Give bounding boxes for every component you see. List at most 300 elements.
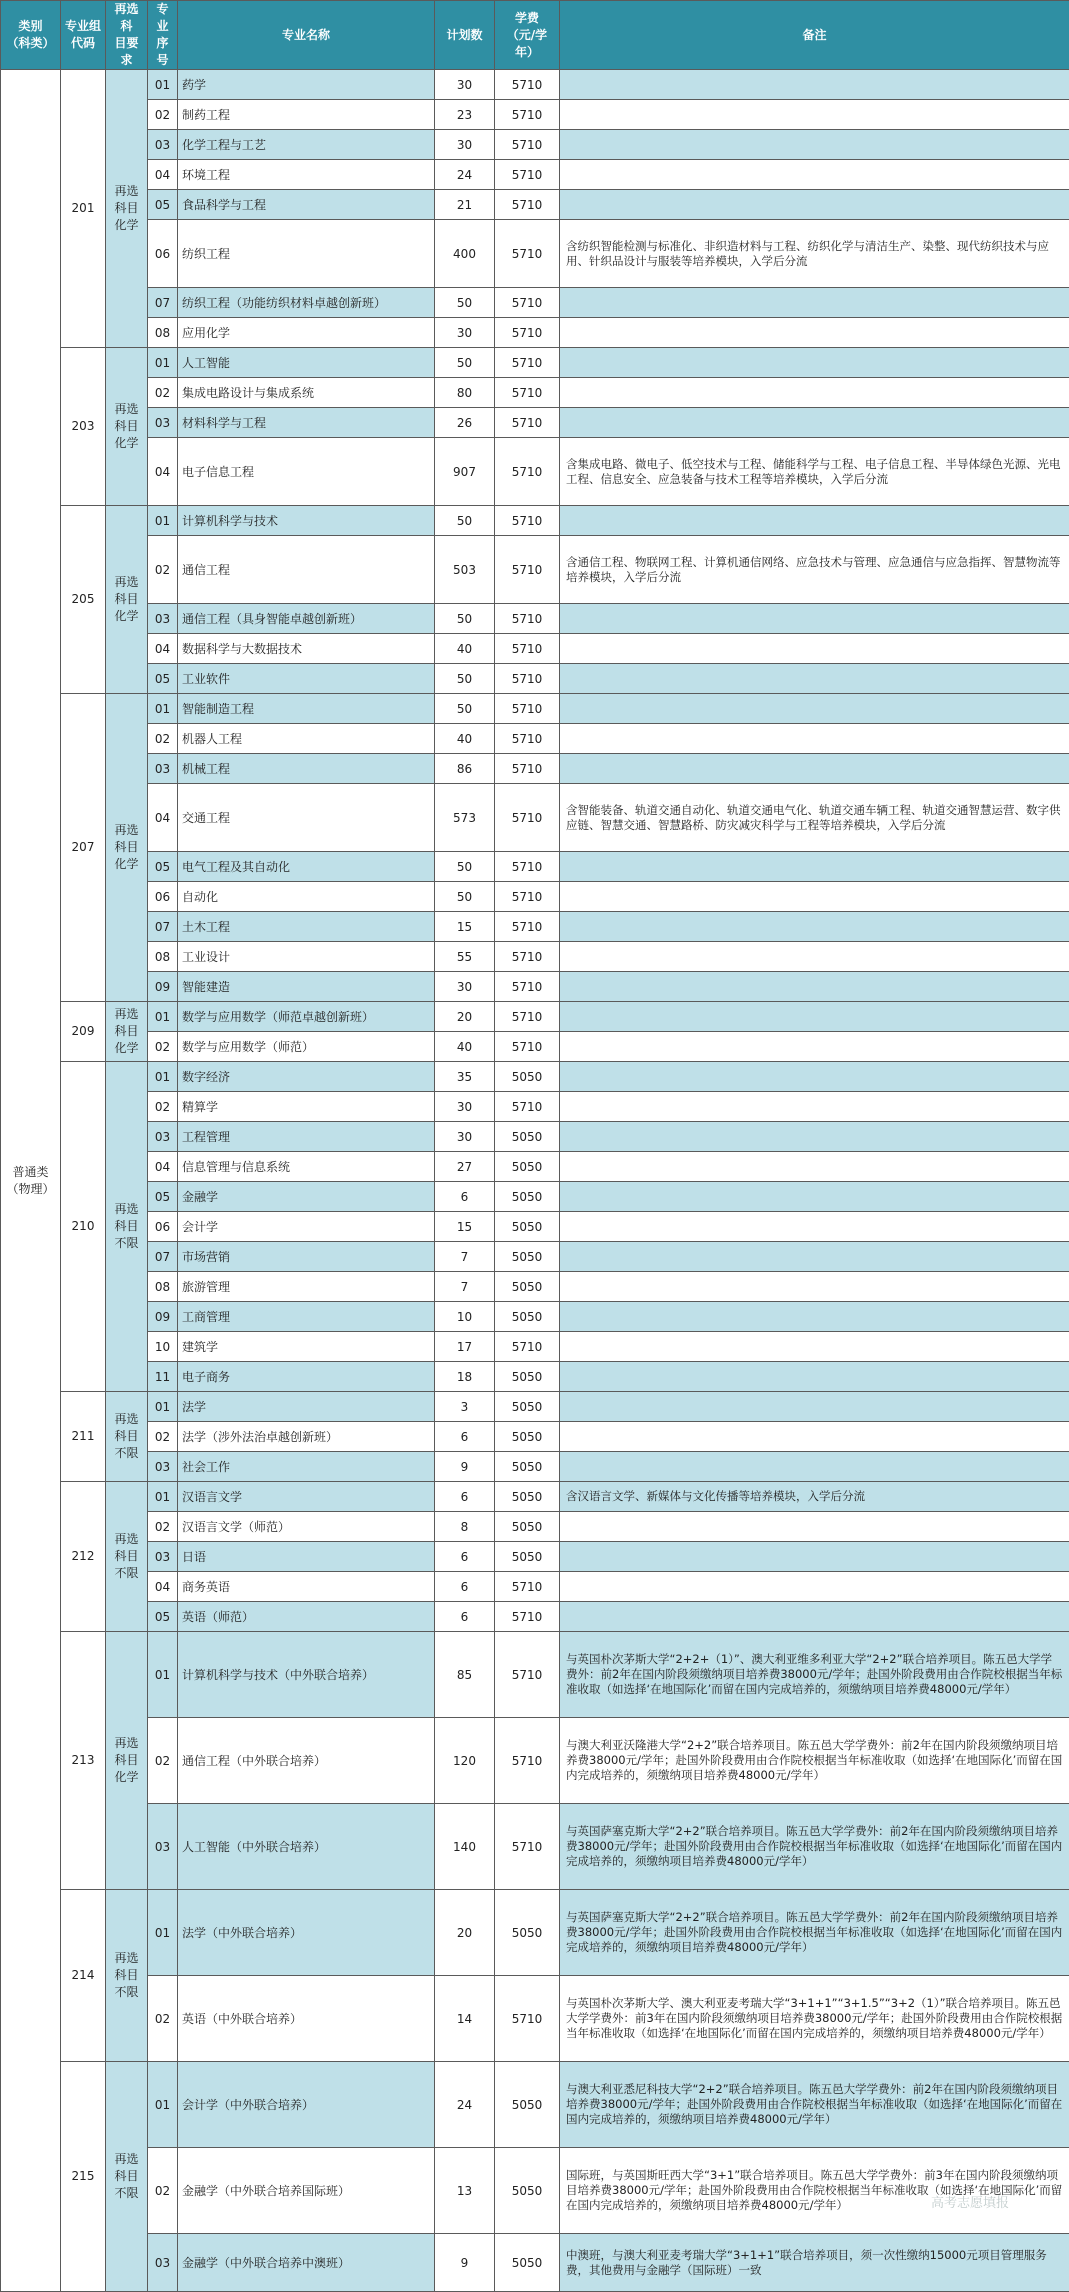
remarks-cell: 含纺织智能检测与标准化、非织造材料与工程、纺织化学与清洁生产、染整、现代纺织技术与应用、针织品设计与服装等培养模块，入学后分流 bbox=[560, 220, 1069, 288]
sequence-cell: 06 bbox=[148, 220, 178, 288]
remarks-cell: 国际班，与英国斯旺西大学“3+1”联合培养项目。陈五邑大学学费外：前3年在国内阶段须缴纳项目培养费38000元/学年；赴国外阶段费用由合作院校根据当年标准收取（如选择‘在地国际化’而留在国内完成培养的，须缴纳项目培养费48000元/学年） bbox=[560, 2148, 1069, 2234]
table-row bbox=[1, 1152, 1069, 1182]
major-name-cell: 工程管理 bbox=[178, 1122, 435, 1152]
table-row bbox=[1, 1392, 1069, 1422]
tuition-cell: 5710 bbox=[495, 378, 560, 408]
tuition-cell: 5710 bbox=[495, 1804, 560, 1890]
table-row bbox=[1, 634, 1069, 664]
major-name-cell: 人工智能（中外联合培养） bbox=[178, 1804, 435, 1890]
tuition-cell: 5710 bbox=[495, 288, 560, 318]
tuition-cell: 5050 bbox=[495, 1212, 560, 1242]
remarks-cell bbox=[560, 1122, 1069, 1152]
sequence-cell: 04 bbox=[148, 160, 178, 190]
table-row bbox=[1, 160, 1069, 190]
sequence-cell: 02 bbox=[148, 1422, 178, 1452]
major-name-cell: 数学与应用数学（师范卓越创新班） bbox=[178, 1002, 435, 1032]
plan-count-cell: 30 bbox=[435, 1092, 495, 1122]
major-name-cell: 工业软件 bbox=[178, 664, 435, 694]
sequence-cell: 03 bbox=[148, 408, 178, 438]
plan-count-cell: 30 bbox=[435, 318, 495, 348]
plan-count-cell: 6 bbox=[435, 1542, 495, 1572]
plan-count-cell: 573 bbox=[435, 784, 495, 852]
major-name-cell: 土木工程 bbox=[178, 912, 435, 942]
tuition-cell: 5050 bbox=[495, 2148, 560, 2234]
sequence-cell: 01 bbox=[148, 1632, 178, 1718]
major-name-cell: 金融学（中外联合培养国际班） bbox=[178, 2148, 435, 2234]
sequence-cell: 06 bbox=[148, 882, 178, 912]
plan-count-cell: 50 bbox=[435, 664, 495, 694]
sequence-cell: 04 bbox=[148, 1572, 178, 1602]
remarks-cell bbox=[560, 754, 1069, 784]
header-row bbox=[1, 1, 1069, 70]
table-row bbox=[1, 1092, 1069, 1122]
sequence-cell: 02 bbox=[148, 2148, 178, 2234]
tuition-cell: 5050 bbox=[495, 1422, 560, 1452]
sequence-cell: 05 bbox=[148, 190, 178, 220]
tuition-cell: 5050 bbox=[495, 2234, 560, 2292]
plan-count-cell: 10 bbox=[435, 1302, 495, 1332]
tuition-cell: 5710 bbox=[495, 70, 560, 100]
sequence-cell: 01 bbox=[148, 348, 178, 378]
tuition-cell: 5710 bbox=[495, 664, 560, 694]
tuition-cell: 5050 bbox=[495, 1512, 560, 1542]
remarks-cell bbox=[560, 1362, 1069, 1392]
major-name-cell: 建筑学 bbox=[178, 1332, 435, 1362]
major-name-cell: 通信工程（具身智能卓越创新班） bbox=[178, 604, 435, 634]
major-name-cell: 计算机科学与技术（中外联合培养） bbox=[178, 1632, 435, 1718]
table-row bbox=[1, 1182, 1069, 1212]
table-row bbox=[1, 1976, 1069, 2062]
tuition-cell: 5710 bbox=[495, 1572, 560, 1602]
plan-count-cell: 503 bbox=[435, 536, 495, 604]
plan-count-cell: 907 bbox=[435, 438, 495, 506]
group-code-cell: 203 bbox=[61, 348, 106, 506]
sequence-cell: 02 bbox=[148, 1718, 178, 1804]
sequence-cell: 02 bbox=[148, 1032, 178, 1062]
plan-count-cell: 6 bbox=[435, 1182, 495, 1212]
sequence-cell: 01 bbox=[148, 1002, 178, 1032]
plan-count-cell: 17 bbox=[435, 1332, 495, 1362]
plan-count-cell: 50 bbox=[435, 506, 495, 536]
remarks-cell: 含通信工程、物联网工程、计算机通信网络、应急技术与管理、应急通信与应急指挥、智慧物流等培养模块，入学后分流 bbox=[560, 536, 1069, 604]
table-row bbox=[1, 378, 1069, 408]
sequence-cell: 03 bbox=[148, 1542, 178, 1572]
table-row bbox=[1, 506, 1069, 536]
plan-count-cell: 50 bbox=[435, 348, 495, 378]
sequence-cell: 03 bbox=[148, 1452, 178, 1482]
group-code-cell: 210 bbox=[61, 1062, 106, 1392]
table-row bbox=[1, 408, 1069, 438]
table-row bbox=[1, 1632, 1069, 1718]
table-row bbox=[1, 1122, 1069, 1152]
major-name-cell: 日语 bbox=[178, 1542, 435, 1572]
remarks-cell bbox=[560, 1452, 1069, 1482]
remarks-cell bbox=[560, 348, 1069, 378]
table-row bbox=[1, 754, 1069, 784]
remarks-cell: 含汉语言文学、新媒体与文化传播等培养模块，入学后分流 bbox=[560, 1482, 1069, 1512]
header-subject-requirement: 再选科 目要求 bbox=[106, 1, 148, 70]
table-row bbox=[1, 694, 1069, 724]
major-name-cell: 食品科学与工程 bbox=[178, 190, 435, 220]
plan-count-cell: 20 bbox=[435, 1002, 495, 1032]
table-row bbox=[1, 1062, 1069, 1092]
category-cell: 普通类 （物理） bbox=[1, 70, 61, 2292]
tuition-cell: 5710 bbox=[495, 972, 560, 1002]
plan-count-cell: 26 bbox=[435, 408, 495, 438]
plan-count-cell: 21 bbox=[435, 190, 495, 220]
remarks-cell: 与英国萨塞克斯大学“2+2”联合培养项目。陈五邑大学学费外：前2年在国内阶段须缴纳项目培养费38000元/学年；赴国外阶段费用由合作院校根据当年标准收取（如选择‘在地国际化’而留在国内完成培养的，须缴纳项目培养费48000元/学年） bbox=[560, 1890, 1069, 1976]
sequence-cell: 05 bbox=[148, 1182, 178, 1212]
tuition-cell: 5710 bbox=[495, 348, 560, 378]
table-row bbox=[1, 2148, 1069, 2234]
remarks-cell bbox=[560, 1302, 1069, 1332]
plan-count-cell: 18 bbox=[435, 1362, 495, 1392]
table-row bbox=[1, 882, 1069, 912]
plan-count-cell: 400 bbox=[435, 220, 495, 288]
tuition-cell: 5710 bbox=[495, 438, 560, 506]
group-code-cell: 207 bbox=[61, 694, 106, 1002]
remarks-cell bbox=[560, 1212, 1069, 1242]
subject-requirement-cell: 再选科目 化学 bbox=[106, 506, 148, 694]
remarks-cell bbox=[560, 1512, 1069, 1542]
remarks-cell bbox=[560, 882, 1069, 912]
sequence-cell: 08 bbox=[148, 1272, 178, 1302]
sequence-cell: 04 bbox=[148, 784, 178, 852]
group-code-cell: 215 bbox=[61, 2062, 106, 2292]
sequence-cell: 03 bbox=[148, 130, 178, 160]
tuition-cell: 5050 bbox=[495, 1182, 560, 1212]
watermark-text: 高考志愿填报 bbox=[931, 2192, 1009, 2211]
subject-requirement-cell: 再选科目 化学 bbox=[106, 1632, 148, 1890]
tuition-cell: 5710 bbox=[495, 160, 560, 190]
tuition-cell: 5710 bbox=[495, 536, 560, 604]
sequence-cell: 04 bbox=[148, 1152, 178, 1182]
major-name-cell: 商务英语 bbox=[178, 1572, 435, 1602]
remarks-cell bbox=[560, 190, 1069, 220]
tuition-cell: 5050 bbox=[495, 1452, 560, 1482]
sequence-cell: 03 bbox=[148, 1804, 178, 1890]
table-row bbox=[1, 1302, 1069, 1332]
remarks-cell bbox=[560, 972, 1069, 1002]
subject-requirement-cell: 再选科目 化学 bbox=[106, 348, 148, 506]
table-row bbox=[1, 1452, 1069, 1482]
sequence-cell: 06 bbox=[148, 1212, 178, 1242]
major-name-cell: 旅游管理 bbox=[178, 1272, 435, 1302]
group-code-cell: 214 bbox=[61, 1890, 106, 2062]
tuition-cell: 5710 bbox=[495, 506, 560, 536]
table-row bbox=[1, 1602, 1069, 1632]
tuition-cell: 5710 bbox=[495, 190, 560, 220]
tuition-cell: 5050 bbox=[495, 1482, 560, 1512]
major-name-cell: 市场营销 bbox=[178, 1242, 435, 1272]
major-name-cell: 工商管理 bbox=[178, 1302, 435, 1332]
tuition-cell: 5050 bbox=[495, 1062, 560, 1092]
tuition-cell: 5710 bbox=[495, 754, 560, 784]
plan-count-cell: 8 bbox=[435, 1512, 495, 1542]
tuition-cell: 5710 bbox=[495, 1718, 560, 1804]
major-name-cell: 社会工作 bbox=[178, 1452, 435, 1482]
remarks-cell bbox=[560, 1152, 1069, 1182]
tuition-cell: 5710 bbox=[495, 1976, 560, 2062]
major-name-cell: 集成电路设计与集成系统 bbox=[178, 378, 435, 408]
header-major-name: 专业名称 bbox=[178, 1, 435, 70]
tuition-cell: 5050 bbox=[495, 1542, 560, 1572]
major-name-cell: 法学（中外联合培养） bbox=[178, 1890, 435, 1976]
plan-count-cell: 14 bbox=[435, 1976, 495, 2062]
tuition-cell: 5050 bbox=[495, 1152, 560, 1182]
remarks-cell bbox=[560, 1242, 1069, 1272]
remarks-cell bbox=[560, 1422, 1069, 1452]
sequence-cell: 08 bbox=[148, 942, 178, 972]
tuition-cell: 5050 bbox=[495, 1302, 560, 1332]
plan-count-cell: 40 bbox=[435, 634, 495, 664]
major-name-cell: 汉语言文学（师范） bbox=[178, 1512, 435, 1542]
sequence-cell: 11 bbox=[148, 1362, 178, 1392]
table-row bbox=[1, 1422, 1069, 1452]
plan-count-cell: 50 bbox=[435, 852, 495, 882]
major-name-cell: 精算学 bbox=[178, 1092, 435, 1122]
subject-requirement-cell: 再选科目 不限 bbox=[106, 2062, 148, 2292]
sequence-cell: 08 bbox=[148, 318, 178, 348]
table-row bbox=[1, 1272, 1069, 1302]
subject-requirement-cell: 再选科目 不限 bbox=[106, 1392, 148, 1482]
major-name-cell: 纺织工程 bbox=[178, 220, 435, 288]
table-row bbox=[1, 942, 1069, 972]
table-row bbox=[1, 2062, 1069, 2148]
tuition-cell: 5050 bbox=[495, 2062, 560, 2148]
tuition-cell: 5710 bbox=[495, 318, 560, 348]
remarks-cell bbox=[560, 852, 1069, 882]
tuition-cell: 5710 bbox=[495, 852, 560, 882]
tuition-cell: 5050 bbox=[495, 1890, 560, 1976]
header-sequence: 专业 序号 bbox=[148, 1, 178, 70]
major-name-cell: 电子商务 bbox=[178, 1362, 435, 1392]
major-name-cell: 法学 bbox=[178, 1392, 435, 1422]
tuition-cell: 5710 bbox=[495, 1602, 560, 1632]
remarks-cell bbox=[560, 1332, 1069, 1362]
sequence-cell: 02 bbox=[148, 1092, 178, 1122]
table-row bbox=[1, 912, 1069, 942]
sequence-cell: 02 bbox=[148, 1976, 178, 2062]
sequence-cell: 07 bbox=[148, 912, 178, 942]
major-name-cell: 工业设计 bbox=[178, 942, 435, 972]
tuition-cell: 5710 bbox=[495, 1032, 560, 1062]
major-name-cell: 应用化学 bbox=[178, 318, 435, 348]
table-row bbox=[1, 318, 1069, 348]
sequence-cell: 05 bbox=[148, 1602, 178, 1632]
plan-count-cell: 85 bbox=[435, 1632, 495, 1718]
tuition-cell: 5710 bbox=[495, 1092, 560, 1122]
group-code-cell: 212 bbox=[61, 1482, 106, 1632]
major-name-cell: 金融学 bbox=[178, 1182, 435, 1212]
plan-count-cell: 140 bbox=[435, 1804, 495, 1890]
remarks-cell bbox=[560, 70, 1069, 100]
plan-count-cell: 50 bbox=[435, 604, 495, 634]
plan-count-cell: 15 bbox=[435, 912, 495, 942]
sequence-cell: 01 bbox=[148, 70, 178, 100]
sequence-cell: 02 bbox=[148, 1512, 178, 1542]
table-row bbox=[1, 604, 1069, 634]
remarks-cell bbox=[560, 1542, 1069, 1572]
table-row bbox=[1, 70, 1069, 100]
remarks-cell bbox=[560, 378, 1069, 408]
major-name-cell: 英语（师范） bbox=[178, 1602, 435, 1632]
remarks-cell bbox=[560, 288, 1069, 318]
tuition-cell: 5710 bbox=[495, 724, 560, 754]
major-name-cell: 智能制造工程 bbox=[178, 694, 435, 724]
remarks-cell bbox=[560, 1392, 1069, 1422]
sequence-cell: 01 bbox=[148, 1482, 178, 1512]
sequence-cell: 01 bbox=[148, 1890, 178, 1976]
major-name-cell: 制药工程 bbox=[178, 100, 435, 130]
sequence-cell: 01 bbox=[148, 506, 178, 536]
major-name-cell: 会计学（中外联合培养） bbox=[178, 2062, 435, 2148]
plan-count-cell: 30 bbox=[435, 1122, 495, 1152]
major-name-cell: 机械工程 bbox=[178, 754, 435, 784]
plan-count-cell: 30 bbox=[435, 130, 495, 160]
table-row bbox=[1, 1212, 1069, 1242]
major-name-cell: 计算机科学与技术 bbox=[178, 506, 435, 536]
tuition-cell: 5050 bbox=[495, 1392, 560, 1422]
remarks-cell: 含智能装备、轨道交通自动化、轨道交通电气化、轨道交通车辆工程、轨道交通智慧运营、数字供应链、智慧交通、智慧路桥、防灾减灾科学与工程等培养模块，入学后分流 bbox=[560, 784, 1069, 852]
tuition-cell: 5050 bbox=[495, 1242, 560, 1272]
major-name-cell: 机器人工程 bbox=[178, 724, 435, 754]
remarks-cell: 与英国朴次茅斯大学“2+2+（1）”、澳大利亚维多利亚大学“2+2”联合培养项目。陈五邑大学学费外：前2年在国内阶段须缴纳项目培养费38000元/学年；赴国外阶段费用由合作院校根据当年标准收取（如选择‘在地国际化’而留在国内完成培养的，须缴纳项目培养费48000元/学年） bbox=[560, 1632, 1069, 1718]
table-row bbox=[1, 1002, 1069, 1032]
subject-requirement-cell: 再选科目 不限 bbox=[106, 1062, 148, 1392]
header-plan-count: 计划数 bbox=[435, 1, 495, 70]
tuition-cell: 5710 bbox=[495, 100, 560, 130]
sequence-cell: 01 bbox=[148, 1062, 178, 1092]
sequence-cell: 01 bbox=[148, 2062, 178, 2148]
major-name-cell: 数学与应用数学（师范） bbox=[178, 1032, 435, 1062]
header-remarks: 备注 bbox=[560, 1, 1069, 70]
sequence-cell: 04 bbox=[148, 438, 178, 506]
plan-count-cell: 13 bbox=[435, 2148, 495, 2234]
tuition-cell: 5710 bbox=[495, 1002, 560, 1032]
remarks-cell bbox=[560, 1062, 1069, 1092]
tuition-cell: 5710 bbox=[495, 130, 560, 160]
table-row bbox=[1, 190, 1069, 220]
tuition-cell: 5710 bbox=[495, 942, 560, 972]
subject-requirement-cell: 再选科目 不限 bbox=[106, 1890, 148, 2062]
table-row bbox=[1, 1032, 1069, 1062]
major-name-cell: 材料科学与工程 bbox=[178, 408, 435, 438]
major-name-cell: 数字经济 bbox=[178, 1062, 435, 1092]
plan-count-cell: 24 bbox=[435, 2062, 495, 2148]
table-row bbox=[1, 1572, 1069, 1602]
table-row bbox=[1, 536, 1069, 604]
sequence-cell: 07 bbox=[148, 1242, 178, 1272]
remarks-cell bbox=[560, 130, 1069, 160]
tuition-cell: 5710 bbox=[495, 784, 560, 852]
plan-count-cell: 24 bbox=[435, 160, 495, 190]
major-name-cell: 通信工程（中外联合培养） bbox=[178, 1718, 435, 1804]
tuition-cell: 5710 bbox=[495, 634, 560, 664]
table-row bbox=[1, 1718, 1069, 1804]
plan-count-cell: 86 bbox=[435, 754, 495, 784]
sequence-cell: 09 bbox=[148, 972, 178, 1002]
major-name-cell: 英语（中外联合培养） bbox=[178, 1976, 435, 2062]
table-row bbox=[1, 130, 1069, 160]
major-name-cell: 法学（涉外法治卓越创新班） bbox=[178, 1422, 435, 1452]
plan-count-cell: 3 bbox=[435, 1392, 495, 1422]
remarks-cell: 中澳班，与澳大利亚麦考瑞大学“3+1+1”联合培养项目，须一次性缴纳15000元项目管理服务费，其他费用与金融学（国际班）一致 bbox=[560, 2234, 1069, 2292]
sequence-cell: 03 bbox=[148, 1122, 178, 1152]
plan-count-cell: 9 bbox=[435, 2234, 495, 2292]
plan-count-cell: 50 bbox=[435, 288, 495, 318]
sequence-cell: 03 bbox=[148, 2234, 178, 2292]
sequence-cell: 02 bbox=[148, 724, 178, 754]
remarks-cell bbox=[560, 694, 1069, 724]
tuition-cell: 5710 bbox=[495, 694, 560, 724]
tuition-cell: 5050 bbox=[495, 1272, 560, 1302]
tuition-cell: 5710 bbox=[495, 220, 560, 288]
remarks-cell bbox=[560, 408, 1069, 438]
table-row bbox=[1, 288, 1069, 318]
remarks-cell: 与英国朴次茅斯大学、澳大利亚麦考瑞大学“3+1+1”“3+1.5”“3+2（1）”联合培养项目。陈五邑大学学费外：前3年在国内阶段须缴纳项目培养费38000元/学年；赴国外阶段费用由合作院校根据当年标准收取（如选择‘在地国际化’而留在国内完成培养的，须缴纳项目培养费48000元/学年） bbox=[560, 1976, 1069, 2062]
plan-count-cell: 7 bbox=[435, 1242, 495, 1272]
remarks-cell bbox=[560, 1182, 1069, 1212]
plan-count-cell: 40 bbox=[435, 1032, 495, 1062]
group-code-cell: 205 bbox=[61, 506, 106, 694]
remarks-cell: 与澳大利亚沃隆港大学“2+2”联合培养项目。陈五邑大学学费外：前2年在国内阶段须缴纳项目培养费38000元/学年；赴国外阶段费用由合作院校根据当年标准收取（如选择‘在地国际化’而留在国内完成培养的，须缴纳项目培养费48000元/学年） bbox=[560, 1718, 1069, 1804]
remarks-cell bbox=[560, 100, 1069, 130]
plan-count-cell: 6 bbox=[435, 1602, 495, 1632]
group-code-cell: 209 bbox=[61, 1002, 106, 1062]
sequence-cell: 02 bbox=[148, 378, 178, 408]
sequence-cell: 02 bbox=[148, 100, 178, 130]
table-row bbox=[1, 2234, 1069, 2292]
plan-count-cell: 7 bbox=[435, 1272, 495, 1302]
sequence-cell: 05 bbox=[148, 852, 178, 882]
table-row bbox=[1, 1542, 1069, 1572]
plan-count-cell: 50 bbox=[435, 882, 495, 912]
sequence-cell: 07 bbox=[148, 288, 178, 318]
remarks-cell bbox=[560, 160, 1069, 190]
plan-count-cell: 27 bbox=[435, 1152, 495, 1182]
major-name-cell: 智能建造 bbox=[178, 972, 435, 1002]
tuition-cell: 5050 bbox=[495, 1122, 560, 1152]
plan-count-cell: 30 bbox=[435, 972, 495, 1002]
major-name-cell: 汉语言文学 bbox=[178, 1482, 435, 1512]
tuition-cell: 5710 bbox=[495, 912, 560, 942]
subject-requirement-cell: 再选科目 化学 bbox=[106, 1002, 148, 1062]
remarks-cell bbox=[560, 942, 1069, 972]
table-row bbox=[1, 1890, 1069, 1976]
table-row bbox=[1, 438, 1069, 506]
remarks-cell: 与澳大利亚悉尼科技大学“2+2”联合培养项目。陈五邑大学学费外：前2年在国内阶段须缴纳项目培养费38000元/学年；赴国外阶段费用由合作院校根据当年标准收取（如选择‘在地国际化’而留在国内完成培养的，须缴纳项目培养费48000元/学年） bbox=[560, 2062, 1069, 2148]
sequence-cell: 03 bbox=[148, 754, 178, 784]
table-row bbox=[1, 220, 1069, 288]
table-row bbox=[1, 100, 1069, 130]
plan-count-cell: 15 bbox=[435, 1212, 495, 1242]
sequence-cell: 04 bbox=[148, 634, 178, 664]
sequence-cell: 09 bbox=[148, 1302, 178, 1332]
plan-count-cell: 6 bbox=[435, 1572, 495, 1602]
major-name-cell: 环境工程 bbox=[178, 160, 435, 190]
plan-count-cell: 6 bbox=[435, 1422, 495, 1452]
tuition-cell: 5710 bbox=[495, 1632, 560, 1718]
plan-count-cell: 120 bbox=[435, 1718, 495, 1804]
tuition-cell: 5710 bbox=[495, 1332, 560, 1362]
plan-count-cell: 35 bbox=[435, 1062, 495, 1092]
plan-count-cell: 6 bbox=[435, 1482, 495, 1512]
major-name-cell: 药学 bbox=[178, 70, 435, 100]
group-code-cell: 201 bbox=[61, 70, 106, 348]
remarks-cell bbox=[560, 1092, 1069, 1122]
table-row bbox=[1, 1332, 1069, 1362]
